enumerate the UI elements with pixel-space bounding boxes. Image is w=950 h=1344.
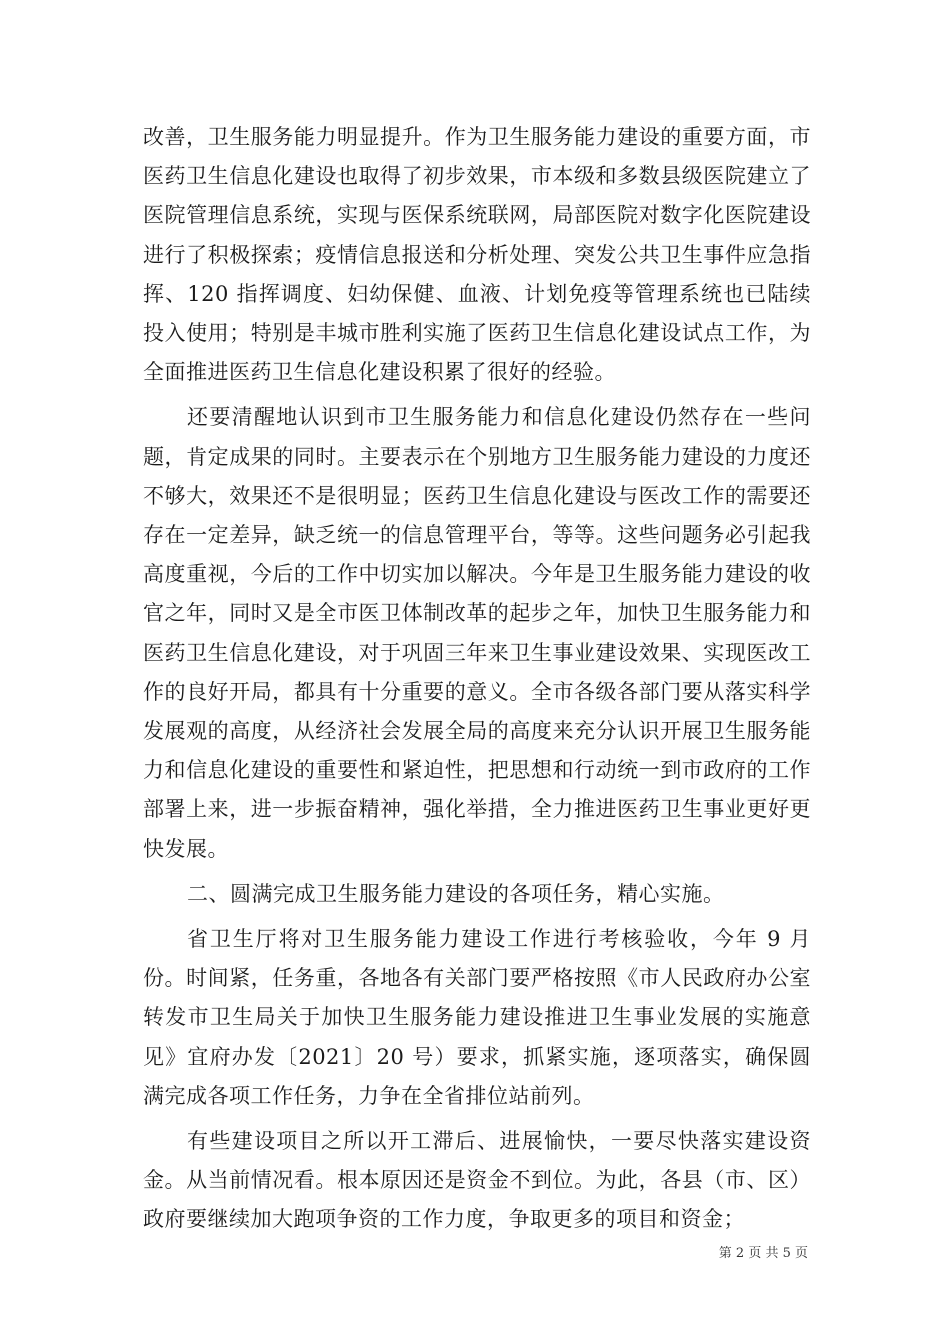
paragraph-problems: 还要清醒地认识到市卫生服务能力和信息化建设仍然存在一些问题，肯定成果的同时。主要表示在个别地方卫生服务能力建设的力度还不够大，效果还不是很明显；医药卫生信息化建设与医改工作的需要还存在一定差异，缺乏统一的信息管理平台，等等。这些问题务必引起我高度重视，今后的工作中切实加以解决。今年是卫生服务能力建设的收官之年，同时又是全市医卫体制改革的起步之年，加快卫生服务能力和医药卫生信息化建设，对于巩固三年来卫生事业建设效果、实现医改工作的良好开局，都具有十分重要的意义。全市各级各部门要从落实科学发展观的高度，从经济社会发展全局的高度来充分认识开展卫生服务能力和信息化建设的重要性和紧迫性，把思想和行动统一到市政府的工作部署上来，进一步振奋精神，强化举措，全力推进医药卫生事业更好更快发展。 — [143, 405, 811, 861]
page-number: 第 2 页 共 5 页 — [718, 1246, 808, 1261]
paragraph-continued: 改善，卫生服务能力明显提升。作为卫生服务能力建设的重要方面，市医药卫生信息化建设也取得了初步效果，市本级和多数县级医院建立了医院管理信息系统，实现与医保系统联网，局部医院对数字化医院建设进行了积极探索；疫情信息报送和分析处理、突发公共卫生事件应急指挥、120 指挥调度、妇幼保健、血液、计划免疫等管理系统也已陆续投入使用；特别是丰城市胜利实施了医药卫生信息化建设试点工作，为全面推进医药卫生信息化建设积累了很好的经验。 — [143, 125, 811, 385]
paragraph-funding: 有些建设项目之所以开工滞后、进展愉快，一要尽快落实建设资金。从当前情况看。根本原因还是资金不到位。为此，各县（市、区）政府要继续加大跑项争资的工作力度，争取更多的项目和资金； — [143, 1129, 811, 1232]
document-body — [143, 118, 811, 1240]
paragraph-inspection: 省卫生厅将对卫生服务能力建设工作进行考核验收，今年 9 月份。时间紧，任务重，各地各有关部门要严格按照《市人民政府办公室转发市卫生局关于加快卫生服务能力建设推进卫生事业发展的实施意见》宜府办发〔2021〕20 号）要求，抓紧实施，逐项落实，确保圆满完成各项工作任务，力争在全省排位站前列。 — [143, 927, 811, 1108]
section-heading-two: 二、圆满完成卫生服务能力建设的各项任务，精心实施。 — [187, 881, 725, 906]
